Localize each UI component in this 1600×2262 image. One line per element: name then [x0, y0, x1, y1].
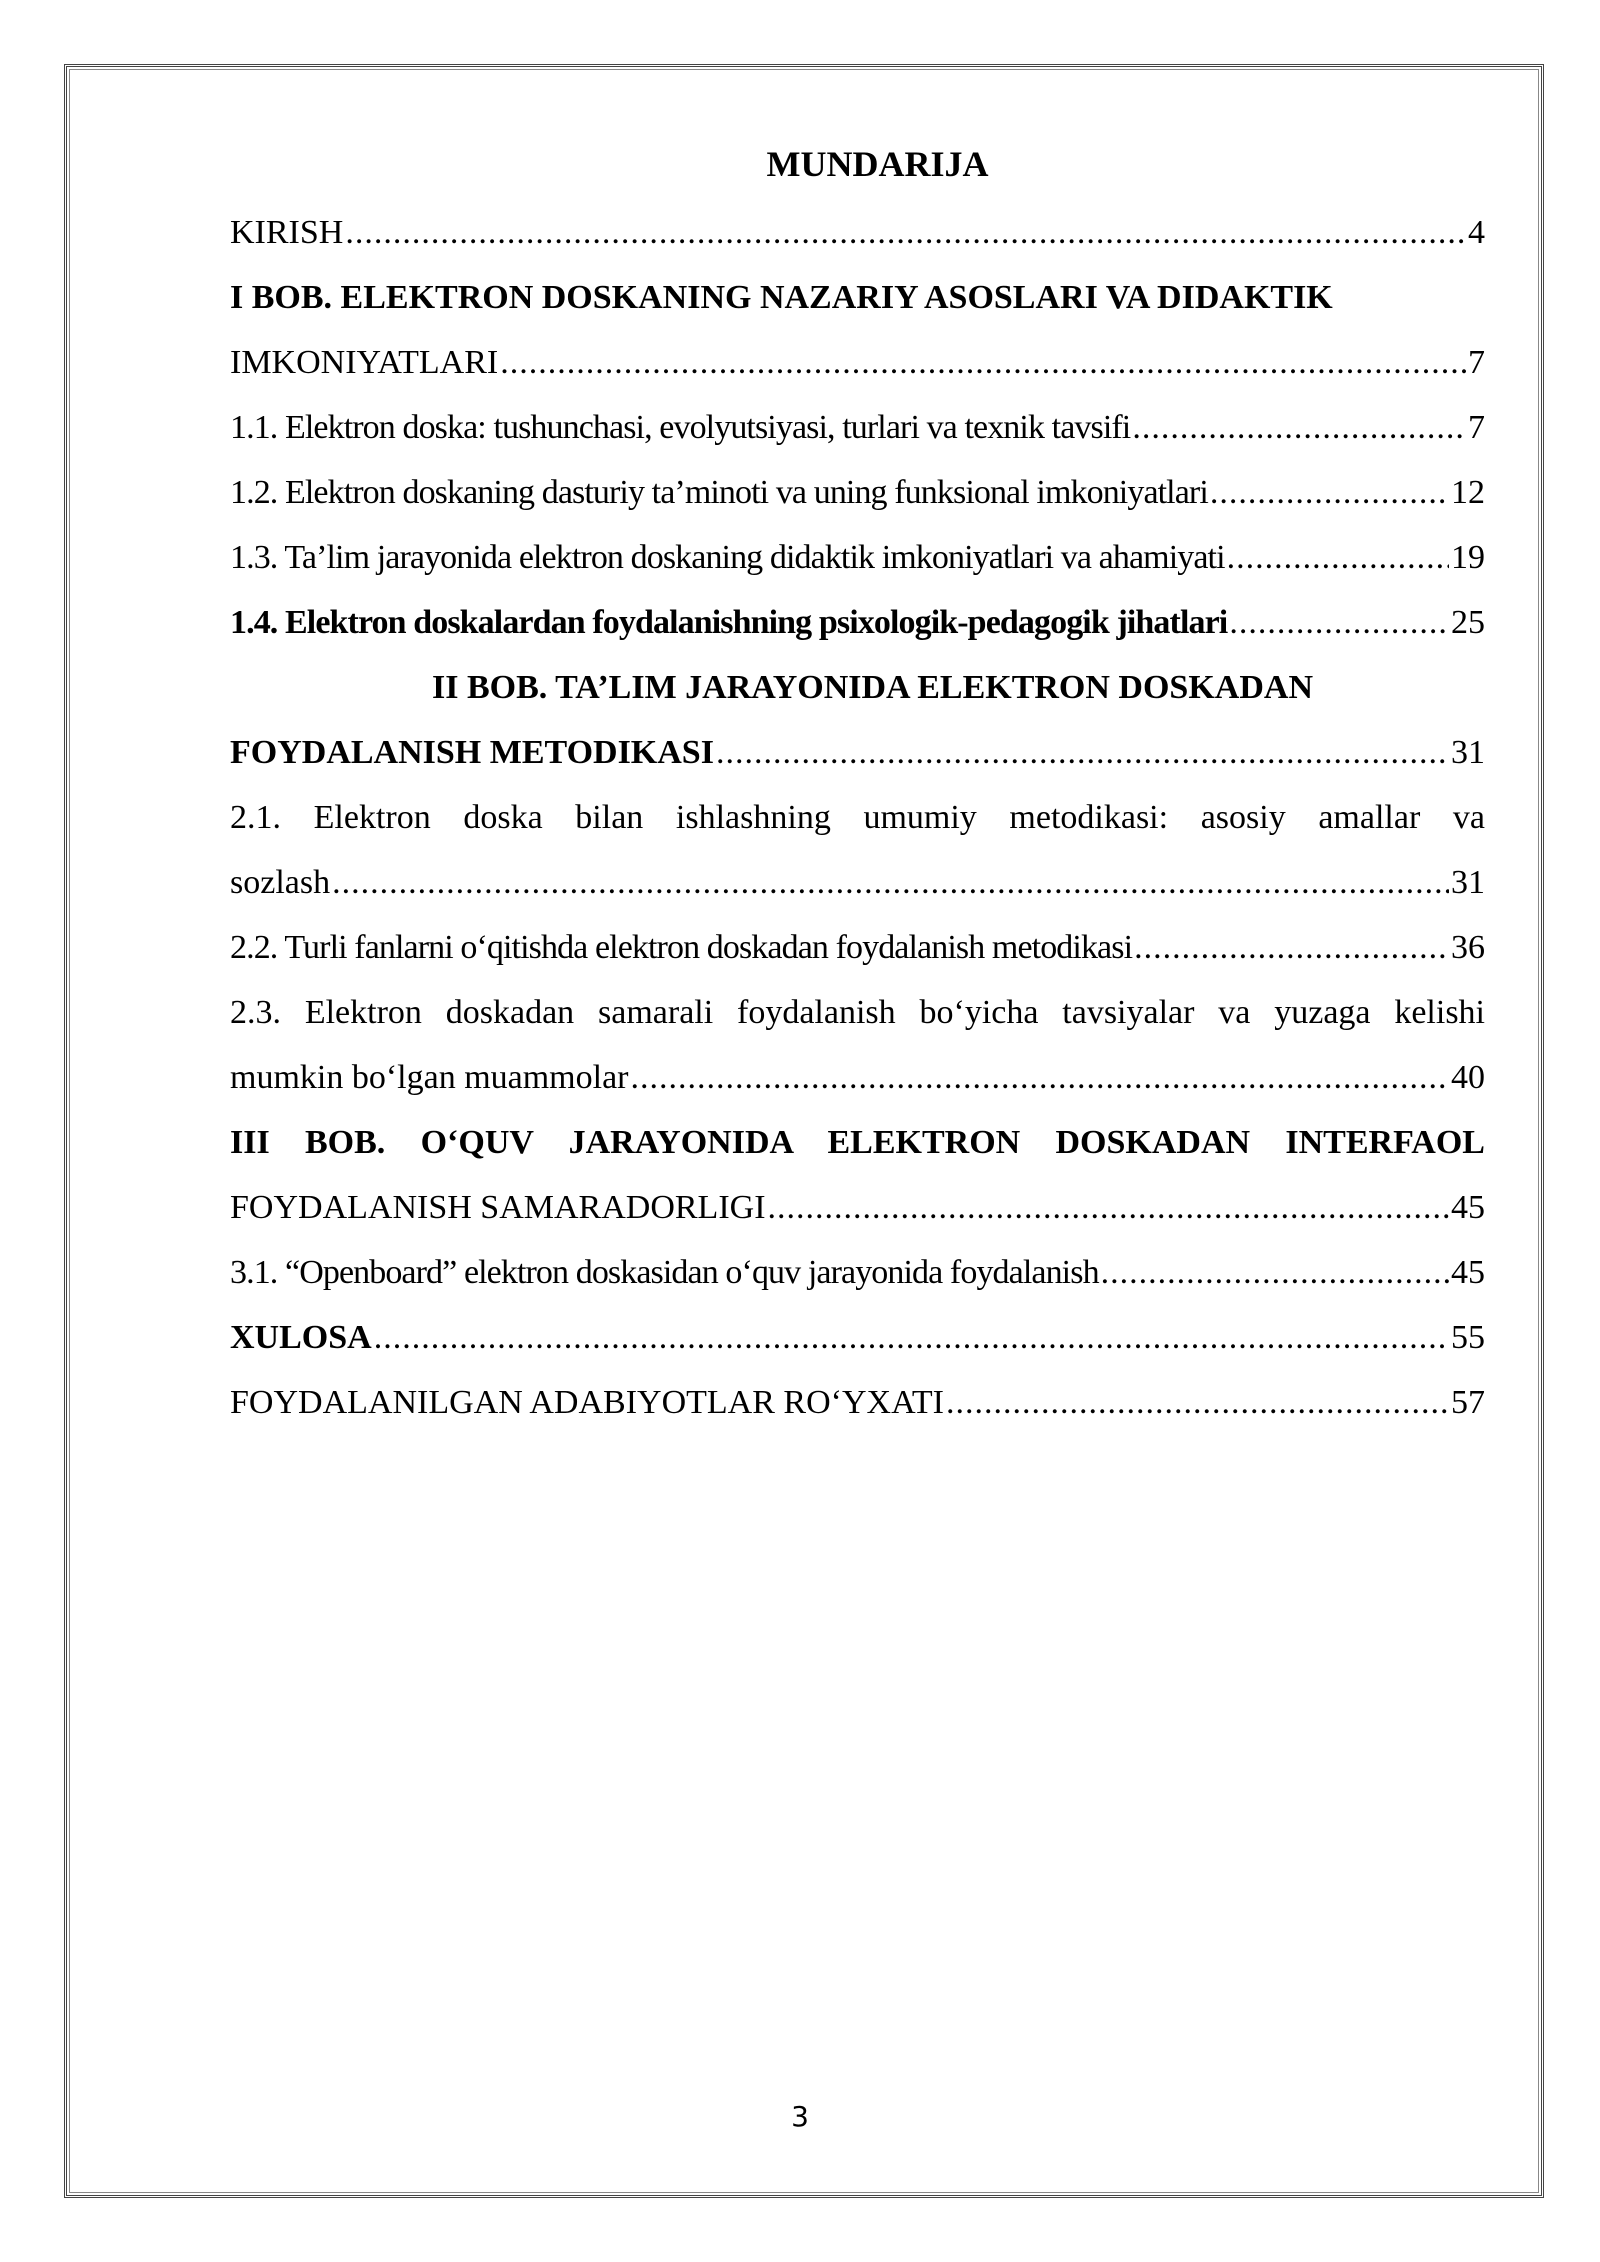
toc-entry-page: 31 — [1451, 864, 1485, 901]
toc-entry-xulosa[interactable] — [230, 1305, 1485, 1370]
dot-leader — [768, 1175, 1449, 1240]
toc-entry-label: IMKONIYATLARI — [230, 344, 499, 381]
dot-leader — [500, 330, 1466, 395]
toc-chapter-3-heading[interactable]: III BOB. O‘QUV JARAYONIDA ELEKTRON DOSKADAN INTERFAOL — [230, 1124, 1485, 1161]
toc-entry-label: 1.4. Elektron doskalardan foydalanishning psixologik-pedagogik jihatlari — [230, 604, 1228, 641]
toc-entry-page: 45 — [1451, 1254, 1485, 1291]
toc-entry-label: mumkin bo‘lgan muammolar — [230, 1059, 629, 1096]
toc-entry-label: 1.1. Elektron doska: tushunchasi, evolyutsiyasi, turlari va texnik tavsifi — [230, 409, 1131, 446]
toc-section-2-2[interactable] — [230, 915, 1485, 980]
dot-leader — [716, 720, 1449, 785]
dot-leader — [345, 200, 1466, 265]
toc-section-1-3[interactable] — [230, 525, 1485, 590]
toc-entry-page: 40 — [1451, 1059, 1485, 1096]
toc-entry-page: 4 — [1468, 214, 1485, 251]
dot-leader — [1132, 395, 1466, 460]
toc-entry-label: 3.1. “Openboard” elektron doskasidan o‘quv jarayonida foydalanish — [230, 1254, 1099, 1291]
table-of-contents — [230, 138, 1485, 1435]
toc-chapter-2[interactable] — [230, 720, 1485, 785]
toc-entry-page: 57 — [1451, 1384, 1485, 1421]
toc-entry-label: KIRISH — [230, 214, 344, 251]
dot-leader — [946, 1370, 1449, 1435]
toc-entry-adabiyotlar[interactable] — [230, 1370, 1485, 1435]
toc-entry-label: FOYDALANISH METODIKASI — [230, 734, 714, 771]
toc-entry-page: 55 — [1451, 1319, 1485, 1356]
toc-chapter-3[interactable] — [230, 1175, 1485, 1240]
dot-leader — [1134, 915, 1449, 980]
toc-entry-label: FOYDALANILGAN ADABIYOTLAR RO‘YXATI — [230, 1384, 944, 1421]
toc-entry-page: 7 — [1468, 344, 1485, 381]
dot-leader — [631, 1045, 1450, 1110]
dot-leader — [332, 850, 1449, 915]
dot-leader — [374, 1305, 1449, 1370]
toc-section-2-1-line1[interactable]: 2.1. Elektron doska bilan ishlashning umumiy metodikasi: asosiy amallar va — [230, 799, 1485, 836]
dot-leader — [1229, 590, 1449, 655]
toc-section-3-1[interactable] — [230, 1240, 1485, 1305]
toc-entry-page: 7 — [1468, 409, 1485, 446]
page-number: 3 — [791, 2100, 809, 2133]
toc-entry-label: sozlash — [230, 864, 331, 901]
toc-section-2-1[interactable] — [230, 850, 1485, 915]
toc-entry-page: 19 — [1451, 539, 1485, 576]
toc-title: MUNDARIJA — [766, 144, 989, 184]
toc-chapter-1[interactable] — [230, 330, 1485, 395]
toc-section-2-3-line1[interactable]: 2.3. Elektron doskadan samarali foydalanish bo‘yicha tavsiyalar va yuzaga kelishi — [230, 994, 1485, 1031]
dot-leader — [1101, 1240, 1449, 1305]
toc-entry-page: 36 — [1451, 929, 1485, 966]
toc-entry-page: 25 — [1451, 604, 1485, 641]
dot-leader — [1210, 460, 1449, 525]
toc-entry-page: 31 — [1451, 734, 1485, 771]
toc-entry-label: 1.2. Elektron doskaning dasturiy ta’minoti va uning funksional imkoniyatlari — [230, 474, 1208, 511]
toc-entry-label: 2.2. Turli fanlarni o‘qitishda elektron doskadan foydalanish metodikasi — [230, 929, 1133, 966]
dot-leader — [1227, 525, 1449, 590]
toc-entry-page: 12 — [1451, 474, 1485, 511]
toc-chapter-1-heading[interactable]: I BOB. ELEKTRON DOSKANING NAZARIY ASOSLARI VA DIDAKTIK — [230, 279, 1333, 316]
toc-section-2-3[interactable] — [230, 1045, 1485, 1110]
toc-section-1-2[interactable] — [230, 460, 1485, 525]
toc-entry-kirish[interactable] — [230, 200, 1485, 265]
toc-entry-page: 45 — [1451, 1189, 1485, 1226]
toc-entry-label: 1.3. Ta’lim jarayonida elektron doskaning didaktik imkoniyatlari va ahamiyati — [230, 539, 1225, 576]
toc-entry-label: FOYDALANISH SAMARADORLIGI — [230, 1189, 766, 1226]
toc-section-1-4[interactable] — [230, 590, 1485, 655]
toc-chapter-2-heading[interactable]: II BOB. TA’LIM JARAYONIDA ELEKTRON DOSKADAN — [432, 669, 1313, 706]
toc-entry-label: XULOSA — [230, 1319, 372, 1356]
toc-section-1-1[interactable] — [230, 395, 1485, 460]
